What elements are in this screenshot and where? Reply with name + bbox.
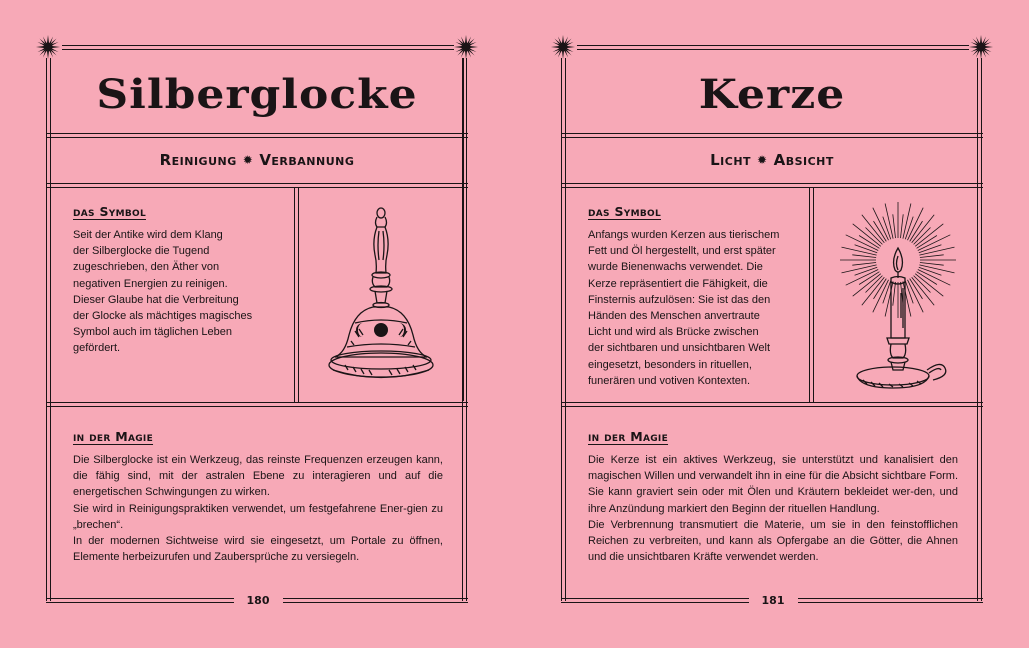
section-heading: das Symbol: [73, 204, 146, 219]
light-ray: [853, 224, 881, 247]
keyword: Absicht: [773, 151, 834, 169]
light-ray: [920, 263, 944, 266]
symbol-text: Anfangs wurden Kerzen aus tierischem Fett und Öl hergestellt, und erst später wurde Bienenwachs verwendet. Die Kerze repräsentiert die Fähigkeit, die Finsternis aufzulösen: Sie ist das den Händen des Menschen anvertraute Licht und wird als Brücke zwischen der sichtbaren und unsichtbaren Welt eingesetzt, besonders in rituellen, funerären und votiven Kontexten.: [588, 229, 780, 387]
divider: [46, 402, 468, 403]
page-number: 180: [246, 594, 270, 607]
column-divider: [298, 188, 299, 403]
keywords-line: [515, 150, 1029, 170]
magic-text: Die Silberglocke ist ein Werkzeug, das reinste Frequenzen erzeugen kann, die fähig sind, mit der astralen Ebene zu interagieren und auf die energetischen Schwingungen zu wirken. Sie wird in Reinigungspraktiken verwendet, um festgefahrene Ener-gien zu „brechen“. In der modernen Sichtweise wird sie eingesetzt, um Portale zu öffnen, Elemente herbeizurufen und Zaubersprüche zu versiegeln.: [73, 454, 443, 564]
bottom-rule: [798, 598, 983, 603]
light-ray: [912, 277, 935, 305]
sun-star-icon: [454, 35, 478, 59]
light-ray: [919, 247, 954, 255]
bottom-rule: [283, 598, 468, 603]
light-ray: [853, 274, 881, 297]
frame-line: [977, 58, 978, 601]
bottom-rule: [561, 598, 749, 603]
divider: [46, 183, 468, 184]
light-ray: [915, 274, 943, 297]
divider: [561, 402, 983, 403]
page-number: 181: [761, 594, 785, 607]
section-heading: in der Magie: [73, 429, 154, 444]
light-ray: [842, 247, 877, 255]
divider: [46, 187, 468, 188]
light-ray: [893, 214, 896, 238]
column-divider: [809, 188, 810, 403]
column-divider: [294, 188, 295, 403]
magic-text: Die Kerze ist ein aktives Werkzeug, sie unterstützt und kanalisiert den magischen Willen und verwandelt ihn in eine für die Absicht sichtbare Form. Sie kann graviert sein oder mit Ölen und Kräutern bekleidet wer-den, und ihre Anzündung markiert den Beginn der rituellen Handlung. Die Verbrennung transmutiert die Materie, um sie in den feinstofflichen Reichen zu verbreiten, und kann als Opfergabe an die Götter, die Ahnen und die unsichtbaren Kräfte verwendet werden.: [588, 454, 958, 564]
section-heading: in der Magie: [588, 429, 669, 444]
frame-line: [46, 58, 47, 601]
frame-line: [565, 58, 566, 601]
light-ray: [862, 277, 885, 305]
right-page: [515, 0, 1029, 648]
light-ray: [885, 204, 893, 239]
light-ray: [893, 282, 896, 306]
light-ray: [885, 281, 893, 316]
frame-line: [561, 58, 562, 601]
light-ray: [852, 263, 876, 266]
sun-star-icon: [36, 35, 60, 59]
sun-star-icon: [551, 35, 575, 59]
divider: [561, 133, 983, 134]
divider: [561, 137, 983, 138]
keywords-line: [0, 150, 514, 170]
top-rule: [577, 45, 969, 50]
light-ray: [912, 215, 935, 243]
light-ray: [903, 204, 911, 239]
light-ray: [919, 265, 954, 273]
sun-star-icon: [969, 35, 993, 59]
silver-bell-icon: [325, 205, 437, 385]
bottom-rule: [46, 598, 234, 603]
frame-line: [981, 58, 982, 601]
candle-icon: [833, 198, 963, 394]
section-heading: das Symbol: [588, 204, 661, 219]
divider: [561, 183, 983, 184]
light-ray: [862, 215, 885, 243]
left-page: [0, 0, 514, 648]
light-ray: [920, 255, 944, 258]
divider: [46, 406, 468, 407]
light-ray: [852, 255, 876, 258]
light-ray: [901, 214, 904, 238]
sun-star-icon: ✹: [242, 153, 254, 167]
keyword: Verbannung: [259, 151, 355, 169]
divider: [561, 187, 983, 188]
keyword: Reinigung: [159, 151, 237, 169]
symbol-text: Seit der Antike wird dem Klang der Silberglocke die Tugend zugeschrieben, den Äther von negativen Energien zu reinigen. Dieser Glaube hat die Verbreitung der Glocke als mächtiges magisches Symbol auch im täglichen Leben gefördert.: [73, 229, 253, 355]
frame-line: [466, 58, 467, 601]
page-title: Silberglocke: [96, 71, 418, 118]
divider: [46, 133, 468, 134]
keyword: Licht: [710, 151, 752, 169]
top-rule: [62, 45, 454, 50]
column-divider: [813, 188, 814, 403]
divider: [561, 406, 983, 407]
sun-star-icon: ✹: [757, 153, 768, 167]
light-ray: [842, 265, 877, 273]
light-ray: [915, 224, 943, 247]
page-title: Kerze: [698, 71, 846, 118]
light-ray: [903, 281, 911, 316]
divider: [46, 137, 468, 138]
